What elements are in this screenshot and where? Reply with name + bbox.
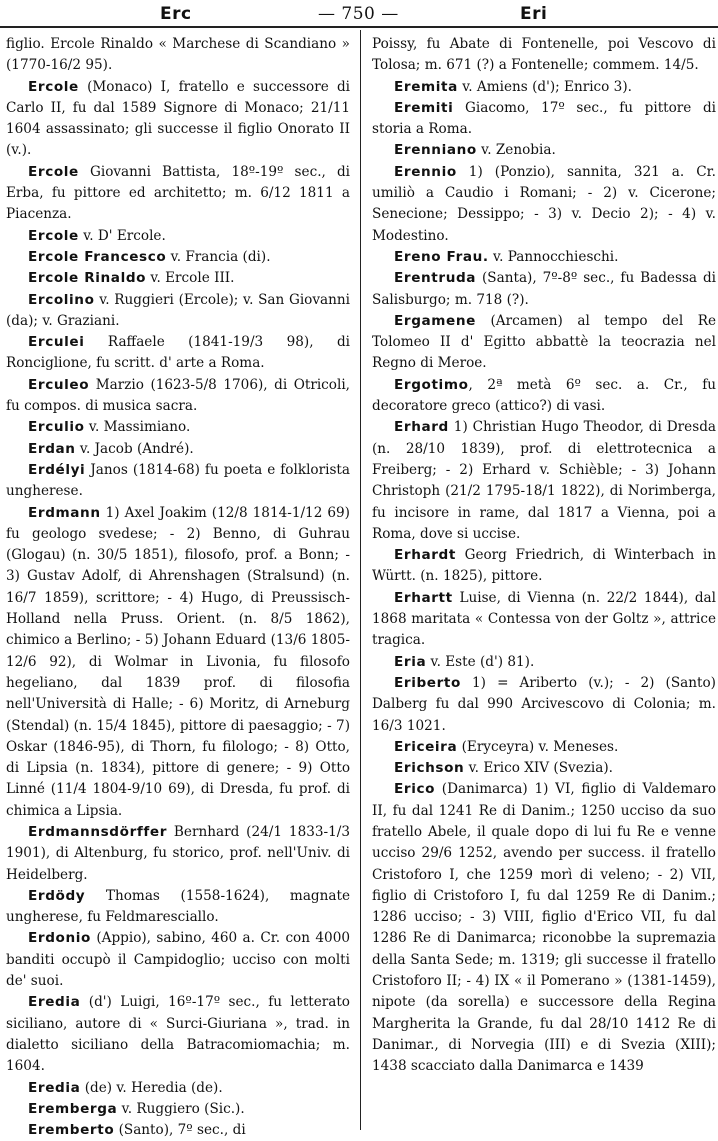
entry-headword: Erhartt	[394, 589, 453, 606]
entry-text: Poissy, fu Abate di Fontenelle, poi Vescovo di Tolosa; m. 671 (?) a Fontenelle; commem. 14/5.	[372, 36, 716, 74]
entry-headword: Ercole	[28, 163, 79, 180]
entry-headword: Eriberto	[394, 674, 461, 691]
dictionary-entry	[6, 992, 350, 1077]
entry-text: v. D' Ercole.	[78, 227, 166, 244]
dictionary-entry	[6, 77, 350, 162]
entry-headword: Erhard	[394, 419, 449, 436]
dictionary-entry	[372, 140, 716, 161]
header-right-guideword: Eri	[520, 4, 548, 24]
entry-text: (d') Luigi, 16º-17º sec., fu letterato siciliano, autore di « Surci-Giuriana », trad. in dialetto siciliano della Batracomiomachia; m. 1604.	[6, 994, 350, 1075]
dictionary-entry	[6, 34, 350, 77]
dictionary-entry	[372, 311, 716, 375]
entry-text: Georg Friedrich, di Winterbach in Württ. (n. 1825), pittore.	[372, 547, 716, 585]
entry-text: v. Massimiano.	[84, 419, 191, 436]
entry-text: Raffaele (1841-19/3 98), di Ronciglione, fu scritt. d' arte a Roma.	[6, 334, 350, 372]
entry-headword: Erdmannsdörffer	[28, 823, 168, 840]
entry-headword: Ercole Rinaldo	[28, 270, 147, 287]
entry-text: v. Este (d') 81).	[426, 653, 535, 670]
entry-headword: Eremita	[394, 78, 458, 95]
entry-headword: Ercole Francesco	[28, 248, 167, 265]
dictionary-entry	[6, 417, 350, 438]
dictionary-entry	[6, 503, 350, 822]
entry-text: 1) (Ponzio), sannita, 321 a. Cr. umiliò a Caudio i Romani; - 2) v. Cicerone; Senecione; Dessippo; - 3) v. Decio 2); - 4) v. Modestino.	[372, 163, 716, 244]
entry-text: v. Francia (di).	[166, 248, 271, 265]
dictionary-entry	[372, 758, 716, 779]
entry-text: Janos (1814-68) fu poeta e folklorista ungherese.	[6, 461, 350, 500]
entry-headword: Erdonio	[28, 930, 91, 947]
left-column	[6, 34, 350, 1141]
header-left-guideword: Erc	[160, 4, 192, 24]
entry-headword: Erdélyi	[28, 461, 86, 478]
dictionary-entry	[6, 247, 350, 268]
dictionary-entry	[6, 332, 350, 375]
entry-text: v. Erico XIV (Svezia).	[464, 760, 613, 777]
entry-text: Giovanni Battista, 18º-19º sec., di Erba, fu pittore ed architetto; m. 6/12 1811 a Piacenza.	[6, 163, 350, 223]
dictionary-entry	[372, 375, 716, 418]
entry-headword: Ercole	[28, 78, 79, 95]
entry-text: v. Jacob (André).	[75, 440, 194, 457]
entry-headword: Erculei	[28, 334, 85, 351]
dictionary-entry	[372, 673, 716, 737]
entry-text: (Appio), sabino, 460 a. Cr. con 4000 banditi occupò il Campidoglio; ucciso con molti de' suoi.	[6, 930, 350, 990]
entry-text: figlio. Ercole Rinaldo « Marchese di Scandiano » (1770-16/2 95).	[6, 36, 350, 74]
entry-headword: Ereno Frau.	[394, 248, 489, 265]
entry-headword: Erdmann	[28, 504, 101, 521]
entry-text: v. Pannocchieschi.	[488, 248, 619, 265]
dictionary-entry	[6, 1078, 350, 1099]
right-column	[372, 34, 716, 1078]
entry-headword: Erculeo	[28, 376, 90, 393]
entry-headword: Erentruda	[394, 270, 477, 287]
entry-headword: Erichson	[394, 760, 465, 777]
entry-text: Thomas (1558-1624), magnate ungherese, fu Feldmaresciallo.	[6, 887, 350, 926]
dictionary-entry	[6, 290, 350, 333]
entry-headword: Eremiti	[394, 99, 454, 116]
dictionary-entry	[6, 375, 350, 418]
dictionary-entry	[6, 822, 350, 886]
entry-text: Marzio (1623-5/8 1706), di Otricoli, fu compos. di musica sacra.	[6, 376, 350, 415]
dictionary-entry	[372, 588, 716, 652]
dictionary-entry	[372, 34, 716, 77]
entry-text: 1) = Ariberto (v.); - 2) (Santo) Dalberg fu dal 990 Arcivescovo di Colonia; m. 16/3 1021.	[372, 674, 716, 734]
entry-text: 1) Axel Joakim (12/8 1814-1/12 69) fu geologo svedese; - 2) Benno, di Guhrau (Glogau) (n. 30/5 1851), filosofo, prof. a Bonn; - 3) Gustav Adolf, di Ahrenshagen (Stralsund) (n. 16/7 1859), scrittore; - 4) Hugo, di Preussisch-Holland nella Pruss. Orient. (n. 8/5 1862), chimico a Berlino; - 5) Johann Eduard (13/6 1805-12/6 92), di Wolmar in Livonia, fu filosofo hegeliano, dal 1839 prof. di filosofia nell'Università di Halle; - 6) Moritz, di Arneburg (Stendal) (n. 15/4 1845), pittore di paesaggio; - 7) Oskar (1846-95), di Thorn, fu filologo; - 8) Otto, di Lipsia (n. 1834), pittore di genere; - 9) Otto Linné (11/4 1804-9/10 69), di Dresda, fu prof. di chimica a Lipsia.	[6, 504, 350, 819]
dictionary-entry	[372, 98, 716, 141]
entry-headword: Ercolino	[28, 291, 95, 308]
entry-headword: Eremberto	[28, 1122, 115, 1139]
entry-text: (de) v. Heredia (de).	[80, 1079, 223, 1096]
entry-headword: Erculio	[28, 419, 85, 436]
dictionary-entry	[6, 928, 350, 992]
entry-headword: Eria	[394, 653, 427, 670]
entry-headword: Ergamene	[394, 312, 476, 329]
page-number: — 750 —	[318, 4, 399, 24]
entry-text: (Santo), 7º sec., di	[114, 1122, 246, 1139]
dictionary-entry	[372, 77, 716, 98]
entry-text: 1) Christian Hugo Theodor, di Dresda (n. 28/10 1839), prof. di elettrotecnica a Freiberg; - 2) Erhard v. Schièble; - 3) Johann Christoph (21/2 1795-18/1 1822), di Norimberga, fu incisore in rame, dal 1817 a Vienna, poi a Roma, dove si uccise.	[372, 419, 716, 542]
entry-text: v. Amiens (d'); Enrico 3).	[457, 78, 632, 95]
dictionary-entry	[6, 439, 350, 460]
dictionary-entry	[372, 162, 716, 247]
entry-text: (Eryceyra) v. Meneses.	[457, 738, 619, 755]
entry-text: v. Ruggieri (Ercole); v. San Giovanni (da); v. Graziani.	[6, 291, 350, 329]
entry-headword: Eredia	[28, 1079, 81, 1096]
dictionary-entry	[6, 1099, 350, 1120]
entry-headword: Ercole	[28, 227, 79, 244]
entry-headword: Ericeira	[394, 738, 458, 755]
entry-headword: Erico	[394, 781, 436, 798]
entry-headword: Erdan	[28, 440, 76, 457]
entry-text: v. Zenobia.	[476, 142, 556, 159]
entry-headword: Ergotimo	[394, 376, 469, 393]
entry-text: (Monaco) I, fratello e successore di Carlo II, fu dal 1589 Signore di Monaco; 21/11 1604 assassinato; gli successe il figlio Onorato II (v.).	[6, 78, 350, 159]
entry-text: Luise, di Vienna (n. 22/2 1844), dal 1868 maritata « Contessa von der Goltz », attrice tragica.	[372, 589, 716, 649]
entry-headword: Erhardt	[394, 547, 456, 564]
entry-text: (Santa), 7º-8º sec., fu Badessa di Salisburgo; m. 718 (?).	[372, 270, 716, 308]
dictionary-entry	[372, 737, 716, 758]
entry-text: , 2ª metà 6º sec. a. Cr., fu decoratore greco (attico?) di vasi.	[372, 376, 716, 415]
entry-text: v. Ruggiero (Sic.).	[117, 1100, 245, 1117]
dictionary-entry	[372, 652, 716, 673]
entry-text: (Danimarca) 1) VI, figlio di Valdemaro II, fu dal 1241 Re di Danim.; 1250 ucciso da suo fratello Abele, il quale dopo di lui fu Re e venne ucciso 29/6 1252, avendo per success. il fratello Cristoforo I, che 1259 morì di veleno; - 2) VII, figlio di Cristoforo I, fu dal 1259 Re di Danim.; 1286 ucciso; - 3) VIII, figlio d'Erico VII, fu dal 1286 Re di Danimarca; riconobbe la supremazia della Santa Sede; m. 1319; gli successe il fratello Cristoforo II; - 4) IX « il Pomerano » (1381-1459), nipote (da sorella) e successore della Regina Margherita la Grande, fu dal 28/10 1412 Re di Danimar., di Norvegia (III) e di Svezia (XIII); 1438 scacciato dalla Danimarca e 1439	[372, 781, 716, 1075]
entry-headword: Erennio	[394, 163, 457, 180]
dictionary-entry	[6, 268, 350, 289]
entry-text: Giacomo, 17º sec., fu pittore di storia a Roma.	[372, 99, 716, 138]
dictionary-entry	[6, 1120, 350, 1141]
entry-headword: Erdödy	[28, 887, 86, 904]
entry-text: (Arcamen) al tempo del Re Tolomeo II d' Egitto abbattè la teocrazia nel Regno di Meroe.	[372, 312, 716, 372]
dictionary-entry	[372, 247, 716, 268]
entry-headword: Erenniano	[394, 142, 477, 159]
entry-headword: Eremberga	[28, 1100, 118, 1117]
dictionary-entry	[372, 779, 716, 1077]
dictionary-entry	[6, 226, 350, 247]
entry-text: Bernhard (24/1 1833-1/3 1901), di Altenburg, fu storico, prof. nell'Univ. di Heidelberg.	[6, 823, 350, 883]
entry-headword: Eredia	[28, 994, 81, 1011]
dictionary-entry	[372, 417, 716, 545]
dictionary-entry	[6, 460, 350, 503]
dictionary-entry	[6, 886, 350, 929]
column-divider	[360, 30, 361, 1130]
page-header	[0, 0, 718, 28]
dictionary-entry	[372, 268, 716, 311]
dictionary-entry	[6, 162, 350, 226]
entry-text: v. Ercole III.	[146, 270, 235, 287]
dictionary-entry	[372, 545, 716, 588]
